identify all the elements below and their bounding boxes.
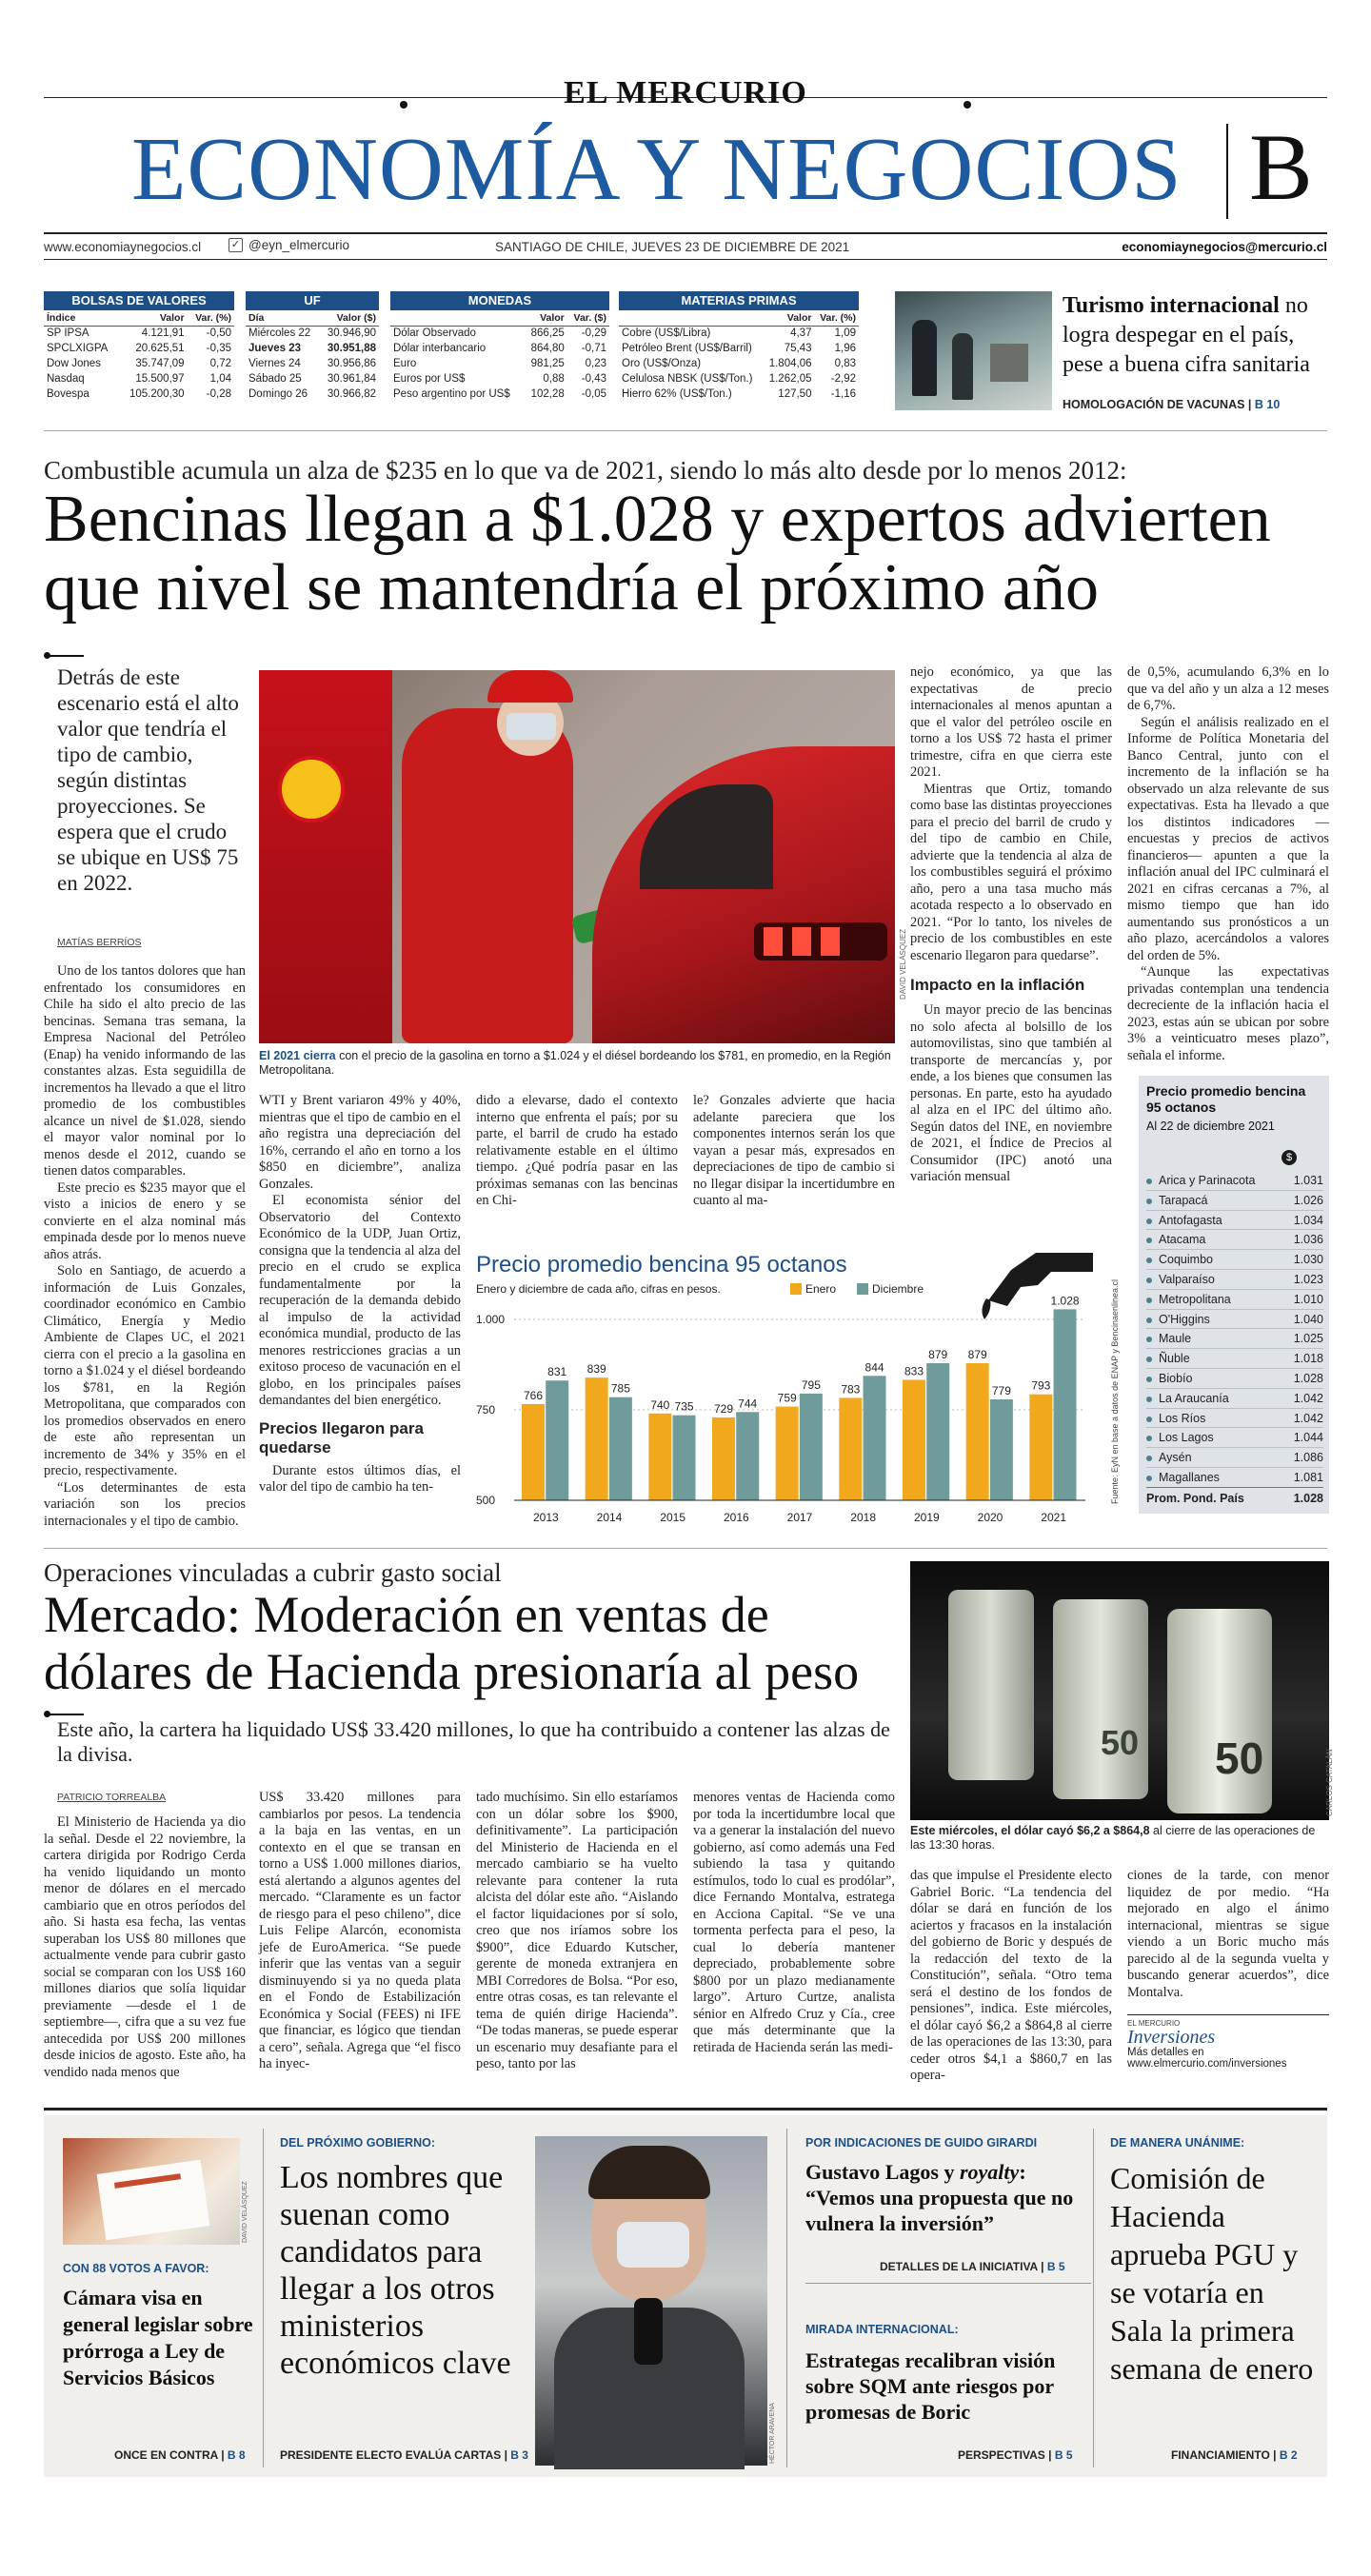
fuel-photo (259, 670, 895, 1043)
boric-photo (535, 2136, 767, 2466)
region-name: Arica y Parinacota (1146, 1171, 1255, 1190)
lead-byline: MATÍAS BERRÍOS (57, 937, 142, 948)
b4-tag: MIRADA INTERNACIONAL: (805, 2323, 959, 2336)
lead-col2: WTI y Brent variaron 49% y 40%, mientras que el tipo de cambio en el año registra una depreciación del 16%, cerrando el año en torno a los $850 en diciembre”, analiza Gonzales. El economista sénior del Observatorio del Contexto Económico de la UDP, Juan Ortiz, consigna que la tendencia al alza del precio en el crudo se explica fundamentalmente por la recuperación de la demanda debido al impulso de la actividad económica mundial, producto de las menores restricciones gracias a un exitoso proceso de vacunación en el globo, en los principales países demandantes del bien energético. Precios llegaron para quedarse Durante estos últimos días, el valor del tipo de cambio ha ten- (259, 1093, 461, 1495)
bar (926, 1363, 949, 1500)
region-price: 1.040 (1293, 1312, 1323, 1326)
x-tick-label: 2014 (596, 1511, 623, 1524)
bar-value-label: 844 (864, 1360, 884, 1375)
bar-value-label: 793 (1031, 1378, 1051, 1393)
x-tick-label: 2020 (977, 1511, 1003, 1524)
fuel-chart (476, 1243, 1104, 1529)
chart-subtitle: Enero y diciembre de cada año, cifras en pesos. (476, 1282, 721, 1296)
regions-avg-value: 1.028 (1293, 1492, 1323, 1505)
uf-row (246, 341, 379, 356)
region-name: La Araucanía (1146, 1389, 1229, 1408)
materias-cell: 1,09 (834, 327, 856, 340)
uf-cell: Sábado 25 (248, 373, 302, 385)
bar (864, 1376, 886, 1500)
chart-source: Fuente: EyN en base a datos de ENAP y Bencinaenlinea.cl (1110, 1279, 1120, 1504)
lead-col5: nejo económico, ya que las expectativas de precio internacionales al menos apuntan a que el valor del petróleo oscile en torno a los US$ 72 hasta el primer trimestre, cifra en que cierra este 2021. Mientras que Ortiz, tomando como base las distintas proyecciones para el precio del barril de crudo y del tipo de cambio en Chile, advierte que la tendencia al alza de los combustibles seguirá el próximo año, pero a una tasa mucho más acotada respecto a lo observado en 2021. “Por lo tanto, los niveles de precio de los combustibles en este escenario llegaron para quedarse”. Impacto en la inflación Un mayor precio de las bencinas no solo afecta al bolsillo de los automovilistas, sino que también al transporte de mercancías y, por ende, a los bienes que consumen las personas. En parte, esto ha ayudado al alza en el IPC del último año. Según datos del INE, en noviembre de 2021, el Índice de Precios al Consumidor (IPC) anotó una variación mensual (910, 664, 1112, 1184)
materias-cell: 75,43 (784, 343, 812, 354)
lead-kicker: Combustible acumula un alza de $235 en lo que va de 2021, siendo lo más alto desde por lo menos 2012: (44, 456, 1127, 485)
bills-photo (63, 2138, 240, 2245)
lead-caption: El 2021 cierra con el precio de la gasolina en torno a $1.024 y el diésel bordeando los $781, en promedio, en la Región Metropolitana. (259, 1049, 891, 1077)
chart-title: Precio promedio bencina 95 octanos (476, 1252, 847, 1278)
monedas-cell: -0,29 (581, 327, 606, 340)
materias-row (619, 386, 859, 402)
b1-tag: CON 88 VOTOS A FAVOR: (63, 2262, 209, 2275)
region-row (1146, 1270, 1323, 1290)
lead-col6: de 0,5%, acumulando 6,3% en lo que va del año y un alza a 12 meses de 6,7%. Según el análisis realizado en el Informe de Política Monetaria del Banco Central, junto con el incremento de la inflación se ha observado un alza relevante de sus expectativas. Esta ha llevado a que los distintos indicadores —encuestas y precios de activos financieros— apunten a que la inflación anual del IPC culminará el 2021 en cifras cercanas a 7%, al mismo tiempo que han ido aumentando sus pronósticos a un año plazo, acercándolos a valores del orden de 5%. “Aunque las expectativas privadas contemplan una tendencia decreciente de la inflación hacia el 2023, estas aún se ubican por sobre 3% a veinticuatro meses plazo”, señala el informe. (1127, 664, 1329, 1063)
twitter-icon: ✓ (228, 238, 243, 252)
lead-headline[interactable]: Bencinas llegan a $1.028 y expertos advierten que nivel se mantendría el próximo año (44, 483, 1271, 624)
second-headline[interactable]: Mercado: Moderación en ventas de dólares de Hacienda presionaría al peso (44, 1586, 860, 1700)
monedas-col-header: Valor (525, 310, 567, 326)
markets-monedas (390, 291, 609, 402)
region-name: Coquimbo (1146, 1250, 1213, 1269)
region-name: Biobío (1146, 1369, 1192, 1388)
bar-value-label: 831 (547, 1365, 567, 1379)
bolsas-row (44, 326, 234, 341)
x-tick-label: 2021 (1041, 1511, 1067, 1524)
b5-tag: DE MANERA UNÁNIME: (1110, 2136, 1245, 2150)
bar (966, 1363, 989, 1500)
region-row (1146, 1250, 1323, 1270)
bolsas-cell: Dow Jones (47, 358, 101, 369)
monedas-cell: Dólar Observado (393, 327, 476, 340)
dollar-icon: $ (1282, 1150, 1297, 1165)
region-name: Los Lagos (1146, 1428, 1214, 1447)
tourism-photo (895, 291, 1052, 410)
materias-row (619, 371, 859, 386)
materias-col-header: Var. (%) (814, 310, 859, 326)
ornament-left (400, 101, 407, 109)
region-price: 1.028 (1293, 1371, 1323, 1385)
monedas-cell: Euros por US$ (393, 373, 466, 385)
materias-cell: 1,96 (834, 343, 856, 354)
uf-cell: Viernes 24 (248, 358, 301, 369)
b4-headline[interactable]: Estrategas recalibran visión sobre SQM ante riesgos por promesas de Boric (805, 2348, 1056, 2424)
bar-value-label: 839 (586, 1362, 606, 1377)
region-price: 1.036 (1293, 1233, 1323, 1247)
bar (586, 1377, 608, 1500)
region-row (1146, 1409, 1323, 1429)
region-name: Los Ríos (1146, 1409, 1205, 1428)
monedas-row (390, 371, 609, 386)
twitter-handle[interactable]: ✓ @eyn_elmercurio (228, 238, 349, 252)
region-row (1146, 1428, 1323, 1448)
bar-value-label: 833 (904, 1364, 924, 1378)
monedas-cell: 864,80 (530, 343, 565, 354)
region-price: 1.044 (1293, 1431, 1323, 1445)
second-kicker: Operaciones vinculadas a cubrir gasto social (44, 1558, 502, 1587)
second-col5: das que impulse el Presidente electo Gabriel Boric. “La tendencia del dólar se dará en función de los aciertos y fracasos en la instalación del gobierno de Boric y después de la redacción del texto de la Constitución”, señala. “Otro tema será el destino de los fondos de pensiones”, indica. Este miércoles, el dólar cayó $6,2 a $864,8 al cierre de las operaciones de las 13:30, para ceder otros $4,1 a $860,7 en las opera- (910, 1868, 1112, 2083)
bar (522, 1404, 545, 1500)
x-tick-label: 2015 (660, 1511, 686, 1524)
lead-col4: le? Gonzales advierte que hacia adelante pareciera que los componentes internos serán los que vayan a pesar más, expresados en depreciaciones de tipo de cambio si no llegar disipar la incertidumbre en cuanto al ma- (693, 1093, 895, 1208)
bolsas-cell: 15.500,97 (135, 373, 185, 385)
monedas-cell: Euro (393, 358, 417, 369)
bolsas-cell: Bovespa (47, 388, 89, 400)
legend-label: Enero (805, 1282, 837, 1296)
materias-cell: Petróleo Brent (US$/Barril) (622, 343, 752, 354)
region-price: 1.081 (1293, 1470, 1323, 1484)
materias-cell: -1,16 (830, 388, 856, 400)
bolsas-cell: -0,50 (206, 327, 231, 340)
b4-footer[interactable]: PERSPECTIVAS | B 5 (958, 2448, 1073, 2462)
bar (1054, 1309, 1077, 1500)
uf-cell: 30.946,90 (327, 327, 376, 340)
second-byline: PATRICIO TORREALBA (57, 1792, 167, 1803)
bar-value-label: 766 (523, 1388, 544, 1402)
region-name: Antofagasta (1146, 1211, 1222, 1230)
region-name: Tarapacá (1146, 1191, 1207, 1210)
lead-col1: Uno de los tantos dolores que han enfrentado los consumidores en Chile ha sido el alto precio de las bencinas. Semana tras semana, la Empresa Nacional del Petróleo (Enap) ha venido informando de las constantes alzas. Esta seguidilla de incrementos ha llevado a que el litro promedio de los combustibles alcance un nivel de $1.028, siendo el mayor valor nominal por lo menos desde el 2012, cuando se tienen datos comparables. Este precio es $235 mayor que el visto a inicios de enero y se convierte en el alza nominal más empinada desde por lo menos nueve años atrás. Solo en Santiago, de acuerdo a información de Luis Gonzales, coordinador económico en Cambio Climático, Energía y Medio Ambiente de Clapes UC, el 2021 cierra con el precio a la gasolina en torno a $1.024 y el diésel bordeando los $781, en la Región Metropolitana, que comparados con los promedios observados en enero de este año representan un incremento de 34% y 35% en el precio, respectivamente. “Los determinantes de esta variación son los precios internacionales y el tipo de cambio. (44, 963, 246, 1529)
materias-cell: 4,37 (790, 327, 812, 340)
bolsas-col-header: Valor (119, 310, 187, 326)
b2-headline[interactable]: Los nombres que suenan como candidatos para llegar a los otros ministerios económicos clave (280, 2160, 511, 2381)
monedas-cell: 0,88 (543, 373, 565, 385)
uf-row (246, 326, 379, 341)
teaser-tourism-headline[interactable]: Turismo internacional no logra despegar en el país, pese a buena cifra sanitaria (1063, 293, 1310, 377)
region-row (1146, 1468, 1323, 1488)
legend-swatch (790, 1283, 802, 1295)
uf-cell: 30.966,82 (327, 388, 376, 400)
region-price: 1.026 (1293, 1193, 1323, 1207)
website-link[interactable]: www.economiaynegocios.cl (44, 240, 202, 254)
bolsas-cell: SPCLXIGPA (47, 343, 109, 354)
lead-photo-credit: DAVID VELÁSQUEZ (899, 928, 907, 1000)
bolsas-row (44, 356, 234, 371)
regions-avg-label: Prom. Pond. País (1146, 1492, 1244, 1505)
second-photo-credit: CARLOS CATALÁN (1325, 1749, 1334, 1816)
bolsas-row (44, 371, 234, 386)
monedas-cell: Dólar interbancario (393, 343, 487, 354)
region-row (1146, 1171, 1323, 1191)
second-col2: US$ 33.420 millones para cambiarlos por pesos. La tendencia a la baja en las ventas, en un contexto en el que se transan en torno a US$ 1.000 millones diarios, está alertando a algunos agentes del mercado. “Claramente es un factor de riesgo para el peso chileno”, dice Luis Felipe Alarcón, economista jefe de EuroAmerica. “Se puede inferir que las ventas van a seguir disminuyendo si ya no queda plata en el Fondo de Estabilización Económica y Social (FEES) ni IFE que financiar, es lógico que tiendan a cero”, señala. Agrega que “el fisco ha inyec- (259, 1790, 461, 2071)
region-row (1146, 1329, 1323, 1349)
lead-summary: Detrás de este escenario está el alto valor que tendría el tipo de cambio, según distintas proyecciones. Se espera que el crudo se ubique en US$ 75 en 2022. (57, 665, 239, 895)
bar (903, 1379, 925, 1500)
b3-tag: POR INDICACIONES DE GUIDO GIRARDI (805, 2136, 1038, 2150)
materias-cell: Hierro 62% (US$/Ton.) (622, 388, 732, 400)
monedas-cell: 981,25 (530, 358, 565, 369)
materias-cell: 127,50 (778, 388, 812, 400)
bar-value-label: 735 (674, 1399, 694, 1414)
monedas-row (390, 326, 609, 341)
region-row (1146, 1369, 1323, 1389)
regions-box (1139, 1076, 1329, 1514)
b2-tag: DEL PRÓXIMO GOBIERNO: (280, 2136, 435, 2150)
materias-col-header: Valor (764, 310, 815, 326)
section-title: ECONOMÍA Y NEGOCIOS (131, 120, 1182, 219)
bar-value-label: 785 (610, 1381, 630, 1396)
b2-footer[interactable]: PRESIDENTE ELECTO EVALÚA CARTAS | B 3 (280, 2448, 528, 2462)
second-caption: Este miércoles, el dólar cayó $6,2 a $864,8 al cierre de las operaciones de las 13:30 horas. (910, 1824, 1316, 1852)
bar-value-label: 1.028 (1050, 1294, 1080, 1308)
region-name: Maule (1146, 1329, 1191, 1348)
bolsas-col-header: Var. (%) (188, 310, 234, 326)
monedas-row (390, 356, 609, 371)
bar-value-label: 729 (713, 1401, 734, 1416)
regions-title: Precio promedio bencina 95 octanos (1146, 1083, 1306, 1115)
uf-row (246, 386, 379, 402)
ornament-right (964, 101, 971, 109)
b3-headline[interactable]: Gustavo Lagos y royalty: “Vemos una propuesta que no vulnera la inversión” (805, 2160, 1074, 2235)
bar-value-label: 879 (967, 1347, 987, 1361)
monedas-cell: Peso argentino por US$ (393, 388, 510, 400)
b1-headline[interactable]: Cámara visa en general legislar sobre prórroga a Ley de Servicios Básicos (63, 2286, 253, 2389)
dateline: SANTIAGO DE CHILE, JUEVES 23 DE DICIEMBRE DE 2021 (495, 240, 850, 254)
region-price: 1.086 (1293, 1451, 1323, 1465)
bolsas-cell: 0,72 (209, 358, 231, 369)
bar (712, 1417, 735, 1500)
materias-cell: -2,92 (830, 373, 856, 385)
bar (1029, 1395, 1052, 1500)
x-tick-label: 2016 (723, 1511, 749, 1524)
monedas-cell: 102,28 (530, 388, 565, 400)
bar (609, 1397, 632, 1500)
bolsas-row (44, 341, 234, 356)
bar (736, 1412, 759, 1500)
bar (673, 1416, 696, 1500)
region-row (1146, 1191, 1323, 1211)
region-name: Magallanes (1146, 1468, 1220, 1487)
b5-footer[interactable]: FINANCIAMIENTO | B 2 (1171, 2448, 1298, 2462)
b1-footer[interactable]: ONCE EN CONTRA | B 8 (114, 2448, 246, 2462)
region-price: 1.042 (1293, 1391, 1323, 1405)
x-tick-label: 2017 (786, 1511, 813, 1524)
region-price: 1.025 (1293, 1332, 1323, 1346)
bar (648, 1414, 671, 1500)
x-tick-label: 2019 (913, 1511, 940, 1524)
monedas-col-header: Var. ($) (567, 310, 609, 326)
bolsas-cell: 105.200,30 (129, 388, 185, 400)
materias-header: MATERIAS PRIMAS (619, 291, 859, 310)
bolsas-cell: 20.625,51 (135, 343, 185, 354)
monedas-cell: 0,23 (585, 358, 606, 369)
bolsas-cell: Nasdaq (47, 373, 85, 385)
monedas-cell: 866,25 (530, 327, 565, 340)
region-price: 1.034 (1293, 1213, 1323, 1227)
b5-headline[interactable]: Comisión de Hacienda aprueba PGU y se votaría en Sala la primera semana de enero (1110, 2161, 1314, 2386)
monedas-row (390, 386, 609, 402)
uf-cell: 30.956,86 (327, 358, 376, 369)
materias-cell: 1.262,05 (768, 373, 812, 385)
x-tick-label: 2013 (532, 1511, 559, 1524)
x-tick-label: 2018 (850, 1511, 877, 1524)
bar (546, 1380, 568, 1500)
region-price: 1.010 (1293, 1292, 1323, 1306)
region-row (1146, 1290, 1323, 1310)
legend-swatch (857, 1283, 868, 1295)
second-col4: menores ventas de Hacienda como por toda la incertidumbre local que va a generar la instalación del nuevo gobierno, así como además una Fed subiendo la tasa y quitando estímulos, todo lo cual es prodólar”, dice Fernando Montalva, estratega en Acciona Capital. “Se ve una tormenta perfecta para el peso, la cual lo debería mantener depreciado, probablemente sobre $800 por un plazo medianamente largo”. Arturo Curtze, analista sénior en Alfredo Cruz y Cía., cree que más determinante que la retirada de Hacienda serán las medi- (693, 1790, 895, 2055)
section-letter: B (1249, 114, 1313, 220)
materias-cell: Cobre (US$/Libra) (622, 327, 711, 340)
second-col6: ciones de la tarde, con menor liquidez de por medio. “Ha mejorado en algo el ánimo internacional, mientras se sigue viendo a un Boric mucho más parecido al de la segunda vuelta y buscando generar acuerdos”, dice Montalva. (1127, 1868, 1329, 2000)
uf-row (246, 356, 379, 371)
b2-photo-credit: HÉCTOR ARAVENA (769, 2403, 776, 2464)
region-row (1146, 1349, 1323, 1369)
region-price: 1.031 (1293, 1174, 1323, 1187)
bolsas-cell: 35.747,09 (135, 358, 185, 369)
bar-value-label: 740 (650, 1397, 670, 1412)
materias-col-header (619, 310, 764, 326)
bar-value-label: 795 (801, 1377, 821, 1392)
uf-cell: Jueves 23 (248, 343, 301, 354)
y-tick-label: 1.000 (476, 1313, 506, 1326)
region-name: Metropolitana (1146, 1290, 1231, 1309)
markets-materias (619, 291, 859, 402)
bar-value-label: 879 (928, 1347, 948, 1361)
bar (990, 1399, 1013, 1500)
materias-row (619, 356, 859, 371)
legend-label: Diciembre (872, 1282, 924, 1296)
uf-col-header: Día (246, 310, 320, 326)
lead-col3: dido a elevarse, dado el contexto interno que enfrenta el país; por su parte, el barril de crudo ha estado relativamente estable en el último tiempo. ¿Qué podría pasar en las próximas semanas con las bencinas en Chi- (476, 1093, 678, 1208)
region-name: Valparaíso (1146, 1270, 1215, 1289)
monedas-cell: -0,71 (581, 343, 606, 354)
uf-row (246, 371, 379, 386)
materias-row (619, 326, 859, 341)
bar-value-label: 779 (991, 1383, 1011, 1397)
bolsas-col-header: Índice (44, 310, 119, 326)
uf-cell: Domingo 26 (248, 388, 308, 400)
monedas-col-header (390, 310, 525, 326)
bolsas-cell: 4.121,91 (141, 327, 185, 340)
chart-svg (476, 1243, 1104, 1529)
second-col3: tado muchísimo. Sin ello estaríamos con un dólar sobre los $900, definitivamente”. La participación del Ministerio de Hacienda en el mercado cambiario se ha vuelto relevante para contener la ruta alcista del dólar este año. “Aislando el factor liquidaciones por sí solo, creo que nos iríamos sobre los $900”, dice Eduardo Kutscher, gerente de moneda extranjera en MBI Corredores de Bolsa. “Por eso, entre otras cosas, es tan relevante el tema de quién dirige Hacienda”. “De todas maneras, se puede esperar un escenario muy desafiante para el peso, tanto por las (476, 1790, 678, 2071)
materias-row (619, 341, 859, 356)
y-tick-label: 750 (476, 1403, 496, 1417)
region-price: 1.042 (1293, 1411, 1323, 1425)
region-name: O'Higgins (1146, 1310, 1210, 1329)
materias-cell: Oro (US$/Onza) (622, 358, 702, 369)
materias-cell: 1.804,06 (768, 358, 812, 369)
markets-bolsas (44, 291, 234, 402)
markets-uf (246, 291, 379, 402)
inversiones-promo[interactable]: EL MERCURIO Inversiones Más detalles en www.elmercurio.com/inversiones (1127, 2014, 1329, 2070)
monedas-cell: -0,05 (581, 388, 606, 400)
uf-cell: Miércoles 22 (248, 327, 311, 340)
regions-subtitle: Al 22 de diciembre 2021 (1146, 1120, 1275, 1133)
uf-cell: 30.951,88 (327, 343, 376, 354)
teaser-tourism-footer[interactable]: HOMOLOGACIÓN DE VACUNAS | B 10 (1063, 398, 1281, 411)
bolsas-cell: 1,04 (209, 373, 231, 385)
region-row (1146, 1230, 1323, 1250)
bolsas-cell: -0,28 (206, 388, 231, 400)
email-link[interactable]: economiaynegocios@mercurio.cl (1122, 240, 1327, 254)
monedas-header: MONEDAS (390, 291, 609, 310)
bar-value-label: 759 (777, 1391, 797, 1405)
region-row (1146, 1310, 1323, 1330)
b1-photo-credit: DAVID VELÁSQUEZ (242, 2181, 248, 2243)
second-col1: El Ministerio de Hacienda ya dio la señal. Desde el 22 noviembre, la cartera dirigida por Rodrigo Cerda ha venido liquidando un monto menor de dólares en el mercado cambiario que en otros períodos del año. Si hasta esa fecha, las ventas superaban los US$ 80 millones que actualmente vende para cubrir gasto social se comparan con los US$ 160 millones diarios que solía liquidar previamente —desde el 1 de septiembre—, cifra que a su vez fue antecedida por US$ 200 millones desde inicios de agosto. Este año, ha vendido nada menos que (44, 1814, 246, 2080)
monedas-row (390, 341, 609, 356)
bar-value-label: 744 (738, 1397, 758, 1411)
bar (800, 1394, 823, 1500)
region-name: Atacama (1146, 1230, 1205, 1249)
region-row (1146, 1389, 1323, 1409)
region-price: 1.018 (1293, 1352, 1323, 1366)
bar-value-label: 783 (841, 1382, 861, 1397)
bolsas-row (44, 386, 234, 402)
region-price: 1.030 (1293, 1253, 1323, 1267)
region-row (1146, 1448, 1323, 1468)
region-name: Ñuble (1146, 1349, 1190, 1368)
paper-name: EL MERCURIO (564, 75, 807, 110)
bolsas-cell: -0,35 (206, 343, 231, 354)
bar (839, 1397, 862, 1500)
region-row (1146, 1211, 1323, 1231)
b3-footer[interactable]: DETALLES DE LA INICIATIVA | B 5 (880, 2260, 1065, 2273)
uf-header: UF (246, 291, 379, 310)
second-summary: Este año, la cartera ha liquidado US$ 33.420 millones, lo que ha contribuido a contener las alzas de la divisa. (57, 1717, 890, 1766)
y-tick-label: 500 (476, 1494, 496, 1507)
uf-col-header: Valor ($) (320, 310, 379, 326)
materias-cell: Celulosa NBSK (US$/Ton.) (622, 373, 753, 385)
region-name: Aysén (1146, 1448, 1192, 1467)
monedas-cell: -0,43 (581, 373, 606, 385)
materias-cell: 0,83 (834, 358, 856, 369)
uf-cell: 30.961,84 (327, 373, 376, 385)
region-price: 1.023 (1293, 1272, 1323, 1286)
bolsas-header: BOLSAS DE VALORES (44, 291, 234, 310)
dollar-photo: 50 50 (910, 1561, 1329, 1820)
bar (776, 1407, 799, 1500)
bolsas-cell: SP IPSA (47, 327, 89, 340)
